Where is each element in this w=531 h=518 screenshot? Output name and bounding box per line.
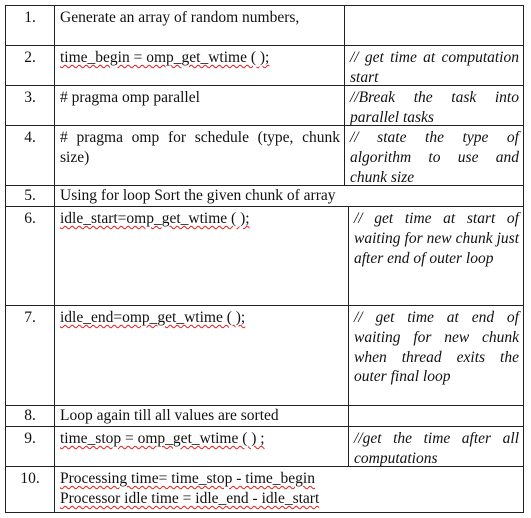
row-number: 2.	[5, 45, 55, 86]
row-code: time_stop = omp_get_wtime ( ) ;	[54, 426, 349, 467]
row-number: 8.	[5, 405, 55, 427]
row-comment	[348, 405, 524, 427]
row-code: Using for loop Sort the given chunk of array	[54, 185, 524, 207]
row-code: idle_start=omp_get_wtime ( );	[54, 206, 349, 306]
row-number: 7.	[5, 305, 55, 406]
algorithm-table	[5, 5, 524, 513]
row-number: 9.	[5, 426, 55, 467]
row-comment: // get time at computation start	[344, 45, 524, 86]
row-number: 1.	[5, 5, 55, 46]
row-number: 6.	[5, 206, 55, 306]
row-code: Generate an array of random numbers,	[54, 5, 345, 46]
row-code: # pragma omp for schedule (type, chunk size)	[54, 125, 345, 186]
row-comment: // get time at end of waiting for new chunk when thread exits the outer final loop	[348, 305, 524, 406]
row-number: 4.	[5, 125, 55, 186]
row-code	[54, 466, 524, 513]
row-number: 10.	[5, 466, 55, 513]
row-code: Loop again till all values are sorted	[54, 405, 349, 427]
row-comment: // get time at start of waiting for new chunk just after end of outer loop	[348, 206, 524, 306]
row-number: 3.	[5, 85, 55, 126]
row-code: # pragma omp parallel	[54, 85, 345, 126]
idle-time-formula: Processor idle time = idle_end - idle_start	[60, 489, 320, 507]
row-comment: //get the time after all computations	[348, 426, 524, 467]
row-code: idle_end=omp_get_wtime ( );	[54, 305, 349, 406]
row-comment	[344, 5, 524, 46]
row-number: 5.	[5, 185, 55, 207]
row-comment: //Break the task into parallel tasks	[344, 85, 524, 126]
processing-time-formula: Processing time= time_stop - time_begin	[60, 470, 315, 487]
row-code: time_begin = omp_get_wtime ( );	[54, 45, 345, 86]
row-comment: // state the type of algorithm to use and chunk size	[344, 125, 524, 186]
